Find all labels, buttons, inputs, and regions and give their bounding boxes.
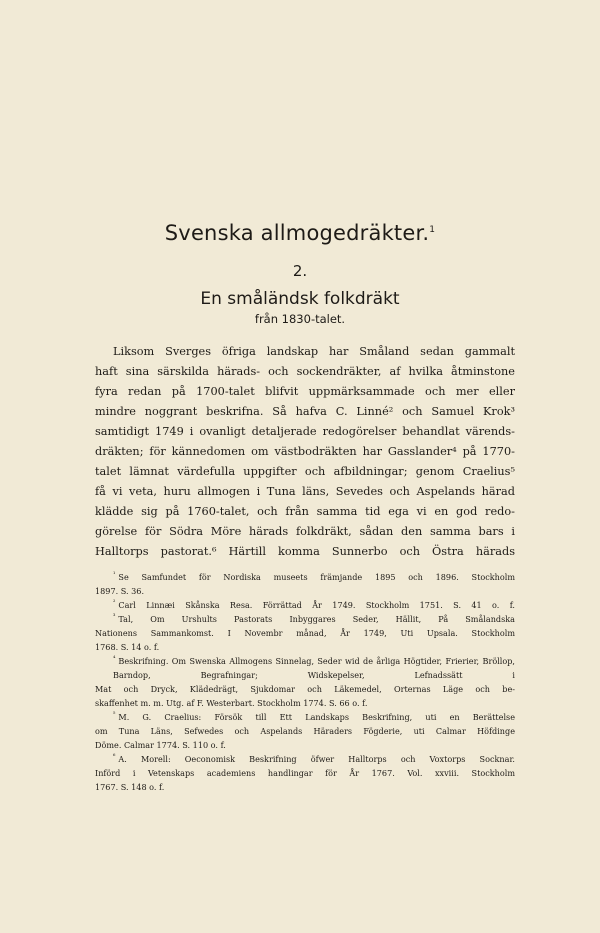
body-line: görelse för Södra Möre härads folkdräkt, sådan den samma bars i: [95, 525, 515, 538]
article-subtitle: En småländsk folkdräkt: [200, 289, 400, 309]
body-line: mindre noggrant beskrifna. Så hafva C. Linné² och Samuel Krok³: [95, 405, 515, 418]
footnote-text: Se Samfundet för Nordiska museets främjande 1895 och 1896. Stockholm: [118, 572, 515, 582]
footnote-line: [113, 570, 515, 584]
footnote-mark: ⁴: [113, 655, 116, 663]
footnote-mark: ⁵: [113, 711, 116, 719]
footnote-line: [113, 598, 515, 612]
footnote-line: [113, 710, 515, 724]
page-title: [0, 221, 600, 245]
footnote-line: [113, 654, 515, 682]
body-line: dräkten; för kännedomen om västbodräkten har Gasslander⁴ på 1770-: [95, 445, 515, 458]
footnote-line: 1897. S. 36.: [95, 586, 145, 596]
footnote-line: om Tuna Läns, Sefwedes och Aspelands Häraders Fögderie, uti Calmar Höfdinge: [95, 726, 515, 736]
footnote-line: 1768. S. 14 o. f.: [95, 642, 160, 652]
footnote-text: A. Morell: Oeconomisk Beskrifning öfwer Halltorps och Voxtorps Socknar.: [118, 754, 515, 764]
footnote-line: Döme. Calmar 1774. S. 110 o. f.: [95, 740, 226, 750]
footnote-mark: ¹: [113, 571, 116, 579]
footnote-line: Nationens Sammankomst. I Novembr månad, År 1749, Uti Upsala. Stockholm: [95, 628, 515, 638]
footnote-text: M. G. Craelius: Försök till Ett Landskaps Beskrifning, uti en Berättelse: [118, 712, 515, 722]
footnote-line: Mat och Dryck, Klädedrägt, Sjukdomar och Läkemedel, Orternas Läge och be-: [95, 684, 515, 694]
body-line: få vi veta, huru allmogen i Tuna läns, Sevedes och Aspelands härad: [95, 485, 515, 498]
body-line: fyra redan på 1700-talet blifvit uppmärksammade och mer eller: [95, 385, 515, 398]
footnote-text: Beskrifning. Om Swenska Allmogens Sinnelag, Seder wid de årliga Högtider, Frierier, Bröllop, Barndop, Begrafningar; Widskepelser, Lefnadssätt i: [113, 656, 515, 680]
footnote-line: [113, 752, 515, 766]
section-number: 2.: [292, 262, 308, 280]
footnote-mark: ³: [113, 613, 116, 621]
body-line: Halltorps pastorat.⁶ Härtill komma Sunnerbo och Östra härads: [95, 545, 515, 558]
footnote-text: Carl Linnæi Skånska Resa. Förrättad År 1749. Stockholm 1751. S. 41 o. f.: [118, 600, 515, 610]
footnote-line: [113, 612, 515, 626]
footnote-text: Tal, Om Urshults Pastorats Inbyggares Seder, Hällit, På Smålandska: [118, 614, 515, 624]
footnote-mark: ⁶: [113, 753, 116, 761]
footnote-line: skaffenhet m. m. Utg. af F. Westerbart. Stockholm 1774. S. 66 o. f.: [95, 698, 368, 708]
footnote-mark: ²: [113, 599, 116, 607]
body-line: talet lämnat värdefulla uppgifter och afbildningar; genom Craelius⁵: [95, 465, 515, 478]
title-text: Svenska allmogedräkter.: [164, 221, 430, 245]
body-line: haft sina särskilda härads- och sockendräkter, af hvilka åtminstone: [95, 365, 515, 378]
body-line: samtidigt 1749 i ovanligt detaljerade redogörelser behandlat värends-: [95, 425, 515, 438]
body-line: klädde sig på 1760-talet, och från samma tid ega vi en god redo-: [95, 505, 515, 518]
footnote-line: 1767. S. 148 o. f.: [95, 782, 165, 792]
article-period: från 1830-talet.: [254, 312, 346, 326]
footnote-line: Införd i Vetenskaps academiens handlingar för År 1767. Vol. xxviii. Stockholm: [95, 768, 515, 778]
title-footnote-mark: 1: [429, 225, 436, 235]
body-line: Liksom Sverges öfriga landskap har Småland sedan gammalt: [113, 345, 515, 358]
